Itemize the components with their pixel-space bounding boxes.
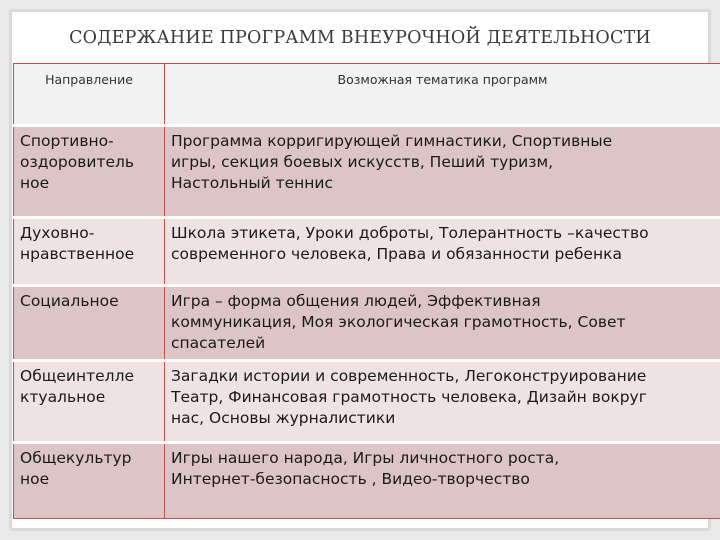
topics-cell [165,361,720,443]
topics-line: Настольный теннис [171,174,334,192]
topics-line: современного человека, Права и обязанности ребенка [171,245,622,263]
topics-line: спасателей [171,334,266,352]
topics-line: игры, секция боевых искусств, Пеший туризм, [171,153,554,171]
topics-line: Загадки истории и современность, Легоконструирование [171,367,647,385]
table-row [14,361,720,443]
topics-line: Программа корригирующей гимнастики, Спортивные [171,132,613,150]
direction-line: Духовно- [20,224,95,242]
direction-cell [14,443,165,519]
direction-line: ное [20,174,50,192]
topics-line: Интернет-безопасность , Видео-творчество [171,470,530,488]
table-header-row [14,64,720,126]
topics-cell [165,286,720,361]
topics-cell [165,126,720,218]
direction-line: ное [20,470,50,488]
direction-line: Общекультур [20,449,132,467]
direction-cell [14,361,165,443]
direction-cell [14,286,165,361]
direction-cell [14,218,165,286]
topics-line: Игра – форма общения людей, Эффективная [171,292,541,310]
header-topics: Возможная тематика программ [165,64,720,126]
program-table [13,63,720,519]
direction-line: Социальное [20,292,119,310]
topics-cell [165,218,720,286]
direction-cell [14,126,165,218]
direction-line: Общеинтелле [20,367,135,385]
direction-line: оздоровитель [20,153,135,171]
topics-line: Театр, Финансовая грамотность человека, Дизайн вокруг [171,388,647,406]
topics-line: коммуникация, Моя экологическая грамотность, Совет [171,313,626,331]
direction-line: Спортивно- [20,132,114,150]
topics-line: Игры нашего народа, Игры личностного роста, [171,449,560,467]
table-row [14,286,720,361]
table-row [14,126,720,218]
slide-title: СОДЕРЖАНИЕ ПРОГРАММ ВНЕУРОЧНОЙ ДЕЯТЕЛЬНОСТИ [69,28,651,48]
direction-line: ктуальное [20,388,106,406]
direction-line: нравственное [20,245,135,263]
table-row [14,218,720,286]
header-direction: Направление [14,64,165,126]
topics-cell [165,443,720,519]
topics-line: нас, Основы журналистики [171,409,396,427]
topics-line: Школа этикета, Уроки доброты, Толерантность –качество [171,224,649,242]
table-row [14,443,720,519]
